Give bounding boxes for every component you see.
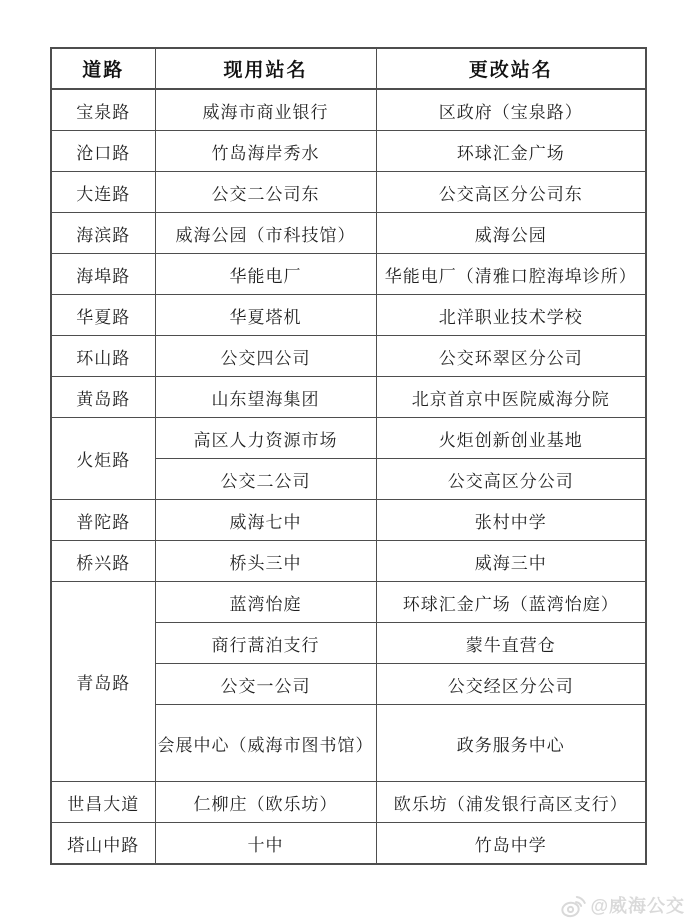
- road-cell: 普陀路: [51, 500, 155, 541]
- current-name-cell: 山东望海集团: [155, 377, 376, 418]
- station-rename-table: [50, 47, 647, 865]
- road-cell: 黄岛路: [51, 377, 155, 418]
- current-name-cell: 华能电厂: [155, 254, 376, 295]
- road-cell: 海滨路: [51, 213, 155, 254]
- changed-name-cell: 政务服务中心: [376, 705, 646, 782]
- table-row: [51, 582, 646, 623]
- current-name-cell: 公交一公司: [155, 664, 376, 705]
- header-row: [51, 48, 646, 89]
- changed-name-cell: 北洋职业技术学校: [376, 295, 646, 336]
- table-row: [51, 254, 646, 295]
- changed-name-cell: 公交高区分公司东: [376, 172, 646, 213]
- road-cell: 火炬路: [51, 418, 155, 500]
- road-cell: 沧口路: [51, 131, 155, 172]
- changed-name-cell: 环球汇金广场（蓝湾怡庭）: [376, 582, 646, 623]
- changed-name-cell: 环球汇金广场: [376, 131, 646, 172]
- current-name-cell: 华夏塔机: [155, 295, 376, 336]
- current-name-cell: 威海市商业银行: [155, 89, 376, 131]
- road-cell: 塔山中路: [51, 823, 155, 865]
- current-name-cell: 公交二公司: [155, 459, 376, 500]
- changed-name-cell: 蒙牛直营仓: [376, 623, 646, 664]
- changed-name-cell: 威海公园: [376, 213, 646, 254]
- col-header-changed: 更改站名: [376, 48, 646, 89]
- watermark-handle: @威海公交: [590, 896, 685, 916]
- table-row: [51, 418, 646, 459]
- table-header: [51, 48, 646, 89]
- changed-name-cell: 公交经区分公司: [376, 664, 646, 705]
- table-row: [51, 89, 646, 131]
- changed-name-cell: 公交环翠区分公司: [376, 336, 646, 377]
- station-rename-table-container: [50, 47, 645, 865]
- road-cell: 桥兴路: [51, 541, 155, 582]
- col-header-road: 道路: [51, 48, 155, 89]
- table-row: [51, 213, 646, 254]
- road-cell: 宝泉路: [51, 89, 155, 131]
- table-row: [51, 823, 646, 865]
- table-body: [51, 89, 646, 864]
- changed-name-cell: 华能电厂（清雅口腔海埠诊所）: [376, 254, 646, 295]
- table-row: [51, 782, 646, 823]
- road-cell: 世昌大道: [51, 782, 155, 823]
- road-cell: 大连路: [51, 172, 155, 213]
- table-row: [51, 500, 646, 541]
- current-name-cell: 竹岛海岸秀水: [155, 131, 376, 172]
- table-row: [51, 172, 646, 213]
- changed-name-cell: 区政府（宝泉路）: [376, 89, 646, 131]
- changed-name-cell: 张村中学: [376, 500, 646, 541]
- changed-name-cell: 火炬创新创业基地: [376, 418, 646, 459]
- current-name-cell: 桥头三中: [155, 541, 376, 582]
- changed-name-cell: 威海三中: [376, 541, 646, 582]
- current-name-cell: 公交四公司: [155, 336, 376, 377]
- weibo-icon: [559, 891, 589, 920]
- current-name-cell: 威海七中: [155, 500, 376, 541]
- current-name-cell: 商行蒿泊支行: [155, 623, 376, 664]
- changed-name-cell: 竹岛中学: [376, 823, 646, 865]
- table-row: [51, 131, 646, 172]
- changed-name-cell: 公交高区分公司: [376, 459, 646, 500]
- watermark: [560, 892, 685, 918]
- table-row: [51, 295, 646, 336]
- current-name-cell: 威海公园（市科技馆）: [155, 213, 376, 254]
- current-name-cell: 高区人力资源市场: [155, 418, 376, 459]
- current-name-cell: 公交二公司东: [155, 172, 376, 213]
- road-cell: 环山路: [51, 336, 155, 377]
- table-row: [51, 541, 646, 582]
- road-cell: 海埠路: [51, 254, 155, 295]
- table-row: [51, 377, 646, 418]
- changed-name-cell: 欧乐坊（浦发银行高区支行）: [376, 782, 646, 823]
- current-name-cell: 会展中心（威海市图书馆）: [155, 705, 376, 782]
- road-cell: 华夏路: [51, 295, 155, 336]
- current-name-cell: 仁柳庄（欧乐坊）: [155, 782, 376, 823]
- changed-name-cell: 北京首京中医院威海分院: [376, 377, 646, 418]
- col-header-current: 现用站名: [155, 48, 376, 89]
- road-cell: 青岛路: [51, 582, 155, 782]
- current-name-cell: 蓝湾怡庭: [155, 582, 376, 623]
- current-name-cell: 十中: [155, 823, 376, 865]
- table-row: [51, 336, 646, 377]
